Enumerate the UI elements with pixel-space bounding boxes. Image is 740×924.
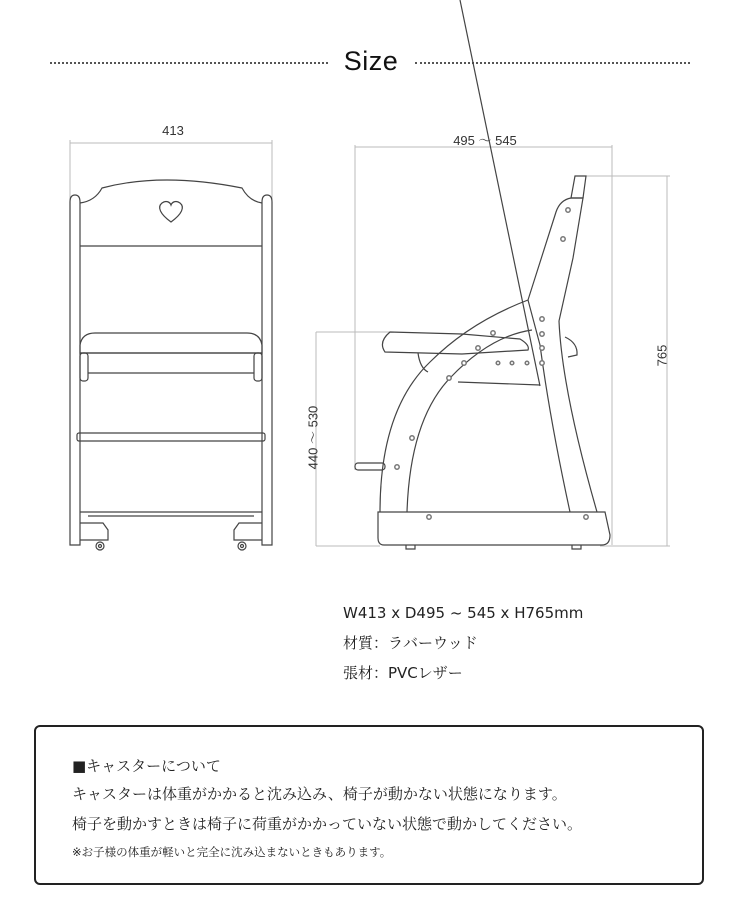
spec-material: 材質：ラバーウッド xyxy=(343,634,478,652)
spec-upholstery: 張材：PVCレザー xyxy=(343,664,463,682)
spec-size: W413 x D495 ~ 545 x H765mm xyxy=(343,604,584,622)
seat-height-dimension-label: 440 ～ 530 xyxy=(305,405,321,470)
note-line-1: キャスターは体重がかかると沈み込み、椅子が動かない状態になります。 xyxy=(72,785,567,803)
bolt-holes xyxy=(395,208,588,519)
depth-dimension-label: 495 ～ 545 xyxy=(453,133,517,148)
note-line-2: 椅子を動かすときは椅子に荷重がかかっていない状態で動かしてください。 xyxy=(72,815,583,833)
section-title: Size xyxy=(343,46,399,76)
spec-list xyxy=(343,598,583,688)
caster-note-box xyxy=(34,725,704,885)
note-heading: ■キャスターについて xyxy=(72,757,221,775)
note-footnote: ※お子様の体重が軽いと完全に沈み込まないときもあります。 xyxy=(72,845,392,859)
width-dimension-label: 413 xyxy=(162,123,184,138)
height-dimension-label: 765 xyxy=(654,344,670,367)
